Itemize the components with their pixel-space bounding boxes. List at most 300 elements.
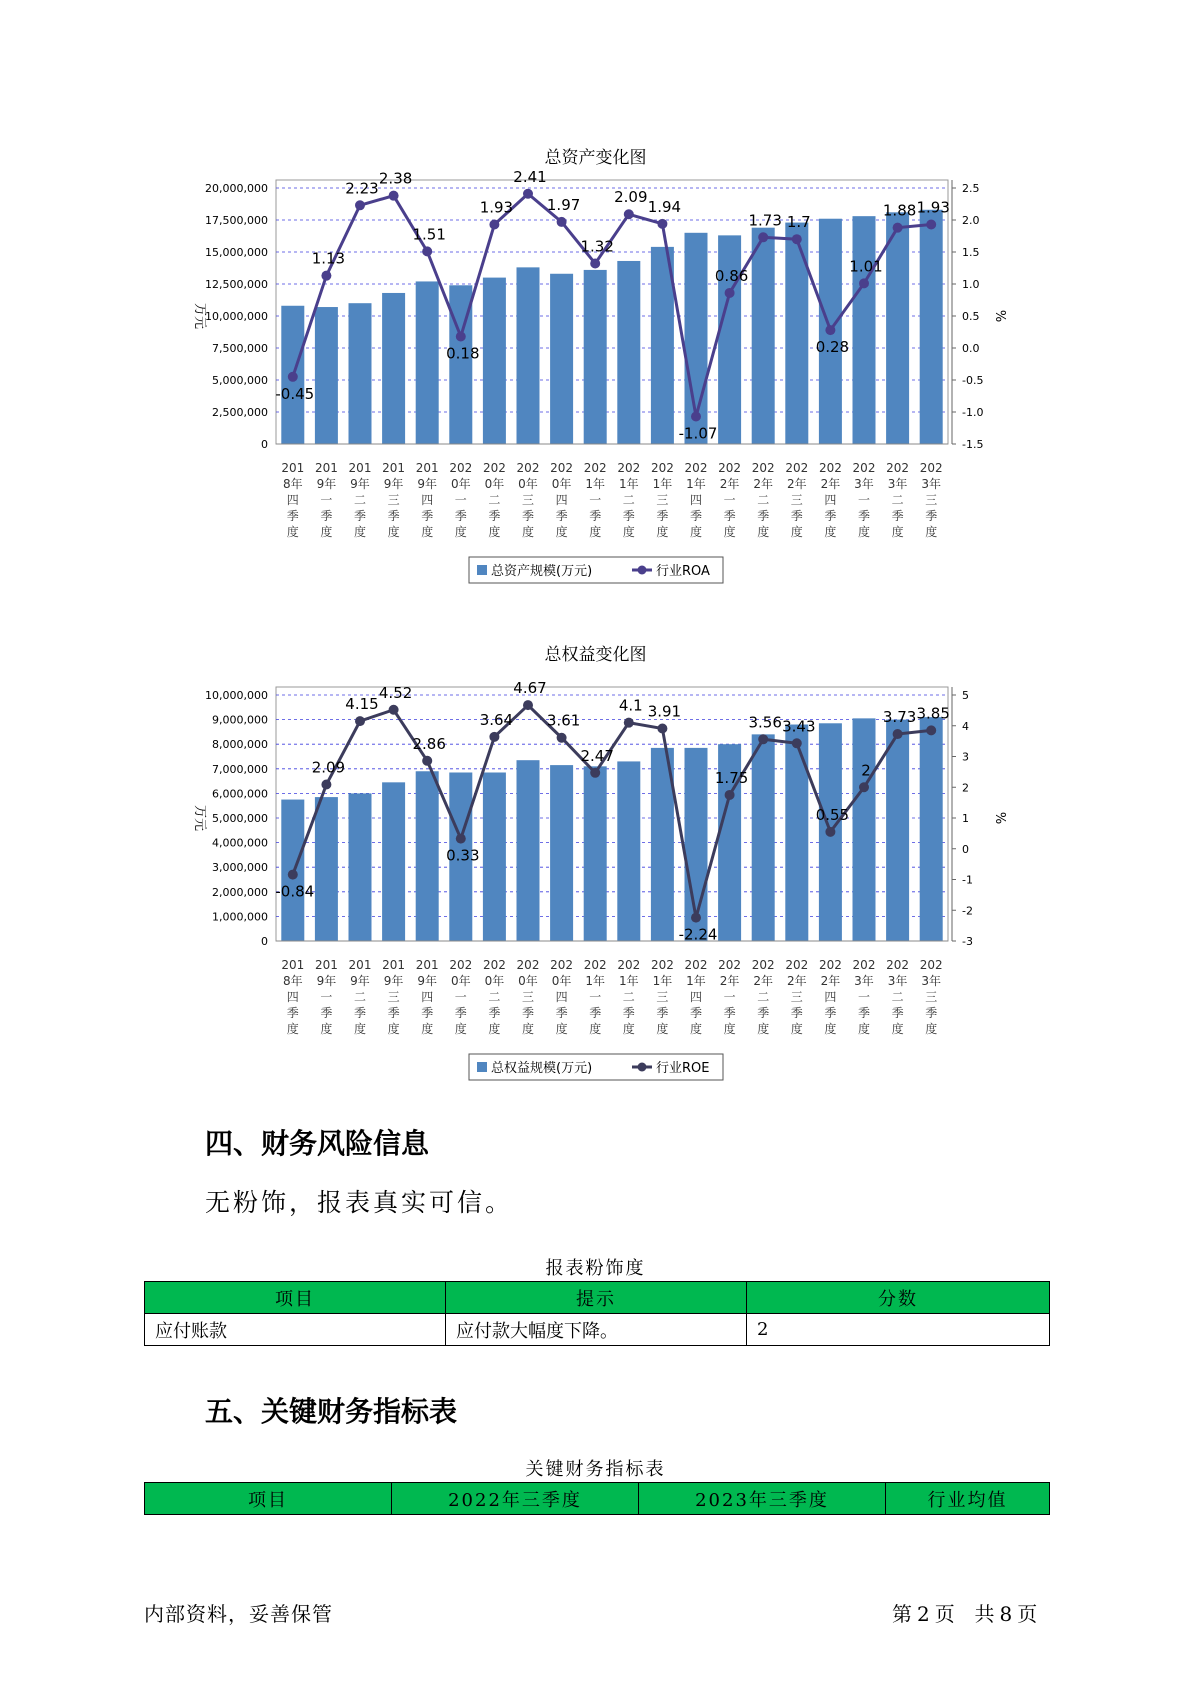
- legend-line-label: 行业ROE: [656, 1061, 710, 1076]
- right-tick-label: 0.0: [962, 342, 980, 355]
- x-tick-label-line: 202: [650, 958, 674, 972]
- x-tick-label-line: 201: [415, 461, 439, 475]
- left-tick-label: 3,000,000: [212, 861, 268, 875]
- data-label: 1.93: [479, 198, 514, 217]
- x-tick-label-line: 度: [622, 525, 635, 539]
- header-item: 项目: [145, 1483, 392, 1515]
- line-point: [859, 782, 869, 792]
- x-tick-label-line: 度: [790, 525, 803, 539]
- x-tick-label-line: 3年: [887, 477, 908, 491]
- x-tick-label-line: 二: [353, 493, 367, 507]
- x-tick-label-line: 二: [891, 990, 904, 1004]
- total-equity-chart: [0, 657, 1191, 1087]
- x-tick-label-line: 202: [919, 461, 943, 475]
- data-label: 2: [861, 761, 871, 780]
- line-point: [523, 189, 533, 199]
- bar: [617, 261, 640, 444]
- x-tick-label-line: 四: [689, 990, 703, 1004]
- line-point: [792, 234, 802, 244]
- data-label: 1.13: [311, 249, 346, 268]
- x-tick-label-line: 四: [421, 990, 434, 1004]
- bar: [483, 278, 506, 444]
- x-tick-label-line: 一: [589, 493, 602, 507]
- x-tick-label-line: 季: [622, 1006, 635, 1020]
- x-tick-label-line: 一: [454, 493, 467, 507]
- x-tick-label-line: 202: [718, 958, 742, 972]
- line-point: [893, 223, 903, 233]
- x-tick-label-line: 202: [583, 461, 607, 475]
- right-tick-label: 4: [962, 719, 969, 733]
- data-label: 1.32: [580, 237, 614, 256]
- x-tick-label-line: 季: [891, 509, 904, 523]
- x-tick-label-line: 季: [353, 509, 367, 523]
- x-tick-label-line: 3年: [887, 974, 908, 988]
- x-tick-label-line: 一: [723, 493, 736, 507]
- data-label: 4.67: [513, 679, 547, 698]
- data-label: 2.38: [378, 169, 413, 188]
- data-label: -1.07: [678, 424, 718, 443]
- x-tick-label-line: 201: [314, 958, 338, 972]
- x-tick-label-line: 三: [521, 990, 535, 1004]
- legend-line-label: 行业ROA: [656, 564, 710, 579]
- x-tick-label-line: 0年: [484, 477, 505, 491]
- x-tick-label-line: 度: [824, 525, 837, 539]
- left-tick-label: 2,000,000: [212, 885, 268, 899]
- line-point: [825, 827, 835, 837]
- bar: [382, 293, 405, 444]
- bar: [752, 734, 775, 941]
- data-label: 0.33: [446, 846, 480, 865]
- x-tick-label: [651, 461, 674, 539]
- data-label: 3.73: [882, 708, 917, 727]
- right-tick-label: 0: [962, 842, 969, 856]
- x-tick-label-line: 1年: [686, 477, 706, 491]
- total-pages: 8: [999, 1602, 1014, 1626]
- x-tick-label: [584, 461, 607, 539]
- bar: [584, 270, 607, 444]
- right-tick-label: -3: [962, 935, 973, 948]
- data-label: 1.7: [786, 213, 811, 232]
- bar: [349, 303, 372, 444]
- cell-score: 2: [747, 1314, 1050, 1346]
- line-point: [489, 219, 499, 229]
- x-tick-label-line: 度: [454, 1022, 467, 1036]
- x-tick-label-line: 季: [387, 509, 400, 523]
- table-row: [145, 1314, 1050, 1346]
- x-tick-label-line: 度: [656, 1022, 669, 1036]
- x-tick-label-line: 季: [589, 509, 602, 523]
- right-tick-label: 0.5: [962, 310, 980, 323]
- data-label: 1.94: [647, 197, 682, 216]
- x-tick-label-line: 二: [891, 493, 904, 507]
- x-tick-label-line: 202: [550, 461, 574, 475]
- x-tick-label-line: 0年: [518, 477, 538, 491]
- left-tick-label: 0: [261, 935, 268, 948]
- left-tick-label: 6,000,000: [212, 787, 268, 801]
- data-label: 3.64: [479, 710, 514, 729]
- x-tick-label-line: 202: [684, 958, 708, 972]
- bar: [382, 782, 405, 941]
- x-tick-label-line: 季: [421, 1006, 434, 1020]
- left-tick-label: 17,500,000: [205, 214, 268, 227]
- x-tick-label-line: 202: [449, 958, 473, 972]
- x-tick-label-line: 0年: [551, 974, 572, 988]
- x-tick-label-line: 度: [488, 525, 501, 539]
- line-point: [657, 219, 667, 229]
- x-tick-label-line: 四: [689, 493, 703, 507]
- x-tick-label-line: 季: [790, 509, 803, 523]
- bar: [517, 267, 540, 444]
- x-tick-label-line: 一: [320, 493, 333, 507]
- x-tick-label-line: 2年: [719, 477, 740, 491]
- x-tick-label-line: 202: [583, 958, 607, 972]
- x-tick-label-line: 季: [857, 1006, 871, 1020]
- cell-item: 应付账款: [145, 1314, 446, 1346]
- x-tick-label-line: 度: [790, 1022, 803, 1036]
- line-point: [926, 219, 936, 229]
- x-tick-label-line: 季: [857, 509, 871, 523]
- left-tick-label: 12,500,000: [205, 278, 268, 291]
- data-label: 0.18: [446, 344, 480, 363]
- x-tick-label-line: 3年: [854, 477, 874, 491]
- x-tick-label-line: 三: [925, 493, 938, 507]
- right-tick-label: 2: [962, 781, 969, 795]
- x-tick-label-line: 201: [348, 461, 372, 475]
- data-label: -0.84: [275, 882, 315, 901]
- x-tick-label-line: 2年: [753, 974, 774, 988]
- x-tick-label-line: 3年: [921, 477, 942, 491]
- x-tick-label-line: 202: [550, 958, 574, 972]
- x-tick-label: [349, 958, 372, 1036]
- cell-hint: 应付款大幅度下降。: [446, 1314, 747, 1346]
- x-tick-label-line: 一: [723, 990, 736, 1004]
- right-tick-label: 3: [962, 750, 969, 764]
- x-tick-label-line: 季: [925, 509, 938, 523]
- data-label: 3.85: [916, 704, 950, 723]
- line-point: [422, 246, 432, 256]
- left-tick-label: 7,500,000: [212, 342, 268, 355]
- bar: [853, 216, 876, 444]
- line-point: [523, 700, 533, 710]
- x-tick-label: [819, 461, 842, 539]
- x-tick-label-line: 季: [286, 1006, 299, 1020]
- x-tick-label-line: 202: [818, 958, 842, 972]
- bar: [315, 307, 338, 444]
- line-point: [288, 870, 298, 880]
- line-point: [825, 325, 835, 335]
- x-tick-label-line: 季: [723, 1006, 736, 1020]
- right-tick-label: 2.5: [962, 182, 980, 195]
- x-tick-label-line: 202: [617, 958, 641, 972]
- x-tick-label-line: 2年: [786, 974, 807, 988]
- legend-line-marker: [638, 1063, 647, 1072]
- x-tick-label: [517, 461, 540, 539]
- right-tick-label: -1: [962, 873, 973, 887]
- data-label: 0.28: [815, 338, 850, 357]
- whitewash-table: [144, 1281, 1050, 1346]
- x-tick-label: [449, 461, 472, 539]
- bar: [752, 228, 775, 444]
- line-point: [422, 756, 432, 766]
- x-tick-label-line: 度: [891, 1022, 904, 1036]
- data-label: 1.73: [748, 211, 782, 230]
- page-label: 第: [892, 1602, 913, 1626]
- x-tick-label-line: 9年: [350, 974, 370, 988]
- left-tick-label: 15,000,000: [205, 246, 268, 259]
- x-tick-label-line: 季: [421, 509, 434, 523]
- x-tick-label-line: 度: [555, 1022, 568, 1036]
- bar: [416, 771, 439, 941]
- x-tick-label-line: 201: [382, 958, 406, 972]
- header-2022q3: 2022年三季度: [392, 1483, 639, 1515]
- x-tick-label-line: 度: [656, 525, 669, 539]
- left-tick-label: 20,000,000: [205, 182, 268, 195]
- data-label: 2.09: [311, 758, 346, 777]
- x-tick-label-line: 0年: [450, 477, 471, 491]
- x-tick-label-line: 三: [656, 990, 669, 1004]
- section4-text: 无粉饰，报表真实可信。: [205, 1188, 514, 1217]
- x-tick-label: [281, 958, 304, 1036]
- x-tick-label: [853, 461, 876, 539]
- x-tick-label-line: 度: [622, 1022, 635, 1036]
- x-tick-label-line: 0年: [518, 974, 538, 988]
- x-tick-label-line: 季: [757, 509, 770, 523]
- data-label: 4.52: [378, 683, 413, 702]
- x-tick-label-line: 季: [723, 509, 736, 523]
- x-tick-label: [315, 461, 338, 539]
- x-tick-label-line: 度: [689, 525, 703, 539]
- x-tick-label-line: 季: [757, 1006, 770, 1020]
- x-tick-label: [920, 461, 943, 539]
- data-label: 4.1: [618, 696, 643, 715]
- legend-line-marker: [638, 566, 647, 575]
- x-tick-label-line: 四: [555, 493, 568, 507]
- line-point: [859, 278, 869, 288]
- x-tick-label-line: 1年: [618, 974, 639, 988]
- x-tick-label-line: 季: [891, 1006, 904, 1020]
- x-tick-label-line: 季: [656, 509, 669, 523]
- x-tick-label-line: 度: [286, 525, 299, 539]
- x-tick-label-line: 三: [656, 493, 669, 507]
- bar: [785, 223, 808, 444]
- x-tick-label-line: 一: [589, 990, 602, 1004]
- x-tick-label-line: 1年: [652, 974, 673, 988]
- x-tick-label-line: 季: [689, 509, 703, 523]
- x-tick-label-line: 202: [617, 461, 641, 475]
- x-tick-label-line: 201: [314, 461, 338, 475]
- data-label: 1.75: [714, 768, 749, 787]
- x-tick-label-line: 季: [521, 509, 535, 523]
- left-tick-label: 8,000,000: [212, 738, 268, 752]
- x-tick-label-line: 2年: [719, 974, 740, 988]
- x-tick-label-line: 202: [449, 461, 473, 475]
- x-tick-label-line: 3年: [854, 974, 874, 988]
- x-tick-label-line: 二: [622, 990, 635, 1004]
- x-tick-label-line: 季: [790, 1006, 803, 1020]
- x-tick-label-line: 季: [925, 1006, 938, 1020]
- right-tick-label: -1.5: [962, 438, 984, 451]
- bar: [886, 720, 909, 941]
- x-tick-label-line: 季: [555, 509, 568, 523]
- x-tick-label: [315, 958, 338, 1036]
- x-tick-label: [449, 958, 472, 1036]
- data-label: 2.86: [412, 734, 446, 753]
- x-tick-label-line: 1年: [618, 477, 639, 491]
- data-label: 1.88: [882, 201, 917, 220]
- line-point: [557, 217, 567, 227]
- x-tick-label-line: 季: [286, 509, 299, 523]
- x-tick-label: [382, 461, 405, 539]
- x-tick-label-line: 9年: [316, 477, 337, 491]
- data-label: 1.51: [412, 225, 446, 244]
- x-tick-label: [416, 461, 439, 539]
- x-tick-label-line: 季: [320, 1006, 333, 1020]
- table-caption-key-indicators: 关键财务指标表: [525, 1459, 666, 1480]
- x-tick-label: [752, 461, 775, 539]
- x-tick-label-line: 度: [857, 525, 871, 539]
- x-tick-label-line: 202: [482, 461, 506, 475]
- x-tick-label: [382, 958, 405, 1036]
- left-tick-label: 1,000,000: [212, 910, 268, 924]
- x-tick-label-line: 季: [454, 1006, 467, 1020]
- x-tick-label-line: 季: [555, 1006, 568, 1020]
- section4-heading: 四、财务风险信息: [205, 1127, 430, 1160]
- line-point: [456, 331, 466, 341]
- x-tick-label-line: 三: [387, 493, 400, 507]
- x-tick-label-line: 202: [516, 958, 540, 972]
- x-tick-label-line: 9年: [383, 477, 404, 491]
- x-tick-label-line: 二: [757, 493, 770, 507]
- line-point: [389, 705, 399, 715]
- x-tick-label-line: 度: [925, 1022, 938, 1036]
- line-point: [590, 259, 600, 269]
- bar: [550, 274, 573, 444]
- x-tick-label-line: 度: [488, 1022, 501, 1036]
- left-tick-label: 0: [261, 438, 268, 451]
- x-tick-label-line: 8年: [282, 477, 303, 491]
- header-hint: 提示: [446, 1282, 747, 1314]
- x-tick-label-line: 二: [488, 990, 501, 1004]
- bar: [920, 717, 943, 941]
- x-tick-label-line: 201: [348, 958, 372, 972]
- x-tick-label-line: 202: [650, 461, 674, 475]
- x-tick-label-line: 202: [785, 958, 809, 972]
- x-tick-label-line: 季: [656, 1006, 669, 1020]
- x-tick-label-line: 度: [723, 1022, 736, 1036]
- x-tick-label: [416, 958, 439, 1036]
- data-label: 3.61: [546, 711, 581, 730]
- x-tick-label-line: 1年: [686, 974, 706, 988]
- x-tick-label-line: 201: [281, 958, 305, 972]
- x-tick-label: [550, 461, 573, 539]
- x-tick-label-line: 度: [353, 1022, 367, 1036]
- line-point: [590, 768, 600, 778]
- x-tick-label: [886, 461, 909, 539]
- x-tick-label-line: 度: [723, 525, 736, 539]
- x-tick-label-line: 度: [353, 525, 367, 539]
- bar: [315, 797, 338, 941]
- x-tick-label-line: 季: [320, 509, 333, 523]
- line-point: [624, 209, 634, 219]
- x-tick-label-line: 201: [281, 461, 305, 475]
- x-tick-label-line: 季: [353, 1006, 367, 1020]
- x-tick-label-line: 度: [320, 1022, 333, 1036]
- line-point: [624, 718, 634, 728]
- right-tick-label: -0.5: [962, 374, 984, 387]
- x-tick-label-line: 一: [857, 493, 871, 507]
- x-tick-label-line: 三: [387, 990, 400, 1004]
- x-tick-label-line: 三: [790, 493, 803, 507]
- x-tick-label-line: 2年: [753, 477, 774, 491]
- x-tick-label: [853, 958, 876, 1036]
- chart-title-total-assets: 总资产变化图: [544, 148, 647, 168]
- line-point: [355, 200, 365, 210]
- bar: [785, 725, 808, 941]
- x-tick-label-line: 201: [382, 461, 406, 475]
- right-tick-label: -2: [962, 904, 973, 918]
- x-tick-label-line: 季: [622, 509, 635, 523]
- x-tick-label-line: 2年: [820, 477, 841, 491]
- right-tick-label: 1.0: [962, 278, 980, 291]
- right-tick-label: 1.5: [962, 246, 980, 259]
- data-label: 3.56: [748, 713, 782, 732]
- x-tick-label-line: 201: [415, 958, 439, 972]
- x-tick-label-line: 202: [919, 958, 943, 972]
- x-tick-label-line: 三: [790, 990, 803, 1004]
- right-tick-label: 5: [962, 689, 969, 702]
- x-tick-label-line: 四: [555, 990, 568, 1004]
- footer-page-info: [890, 1598, 1040, 1627]
- x-tick-label: [752, 958, 775, 1036]
- x-tick-label-line: 二: [757, 990, 770, 1004]
- left-tick-label: 5,000,000: [212, 812, 268, 825]
- total-label-suffix: 页: [1017, 1602, 1039, 1626]
- left-axis-label: 万元: [192, 804, 207, 832]
- x-tick-label: [617, 461, 640, 539]
- right-tick-label: 2.0: [962, 214, 980, 227]
- data-label: 1.93: [916, 198, 950, 217]
- x-tick-label-line: 季: [488, 509, 501, 523]
- x-tick-label-line: 度: [589, 525, 602, 539]
- x-tick-label: [718, 958, 741, 1036]
- x-tick-label-line: 2年: [820, 974, 841, 988]
- x-tick-label-line: 季: [488, 1006, 501, 1020]
- x-tick-label-line: 度: [454, 525, 467, 539]
- x-tick-label-line: 202: [886, 461, 910, 475]
- left-axis-label: 万元: [192, 302, 207, 330]
- line-point: [926, 725, 936, 735]
- footer-confidential: 内部资料，妥善保管: [144, 1602, 333, 1626]
- chart-title-total-equity: 总权益变化图: [544, 645, 647, 665]
- x-tick-label: [584, 958, 607, 1036]
- x-tick-label-line: 一: [857, 990, 871, 1004]
- page-label-suffix: 页: [934, 1602, 956, 1626]
- data-label: -2.24: [678, 925, 718, 944]
- x-tick-label-line: 0年: [484, 974, 505, 988]
- x-tick-label-line: 9年: [383, 974, 404, 988]
- header-2023q3: 2023年三季度: [639, 1483, 886, 1515]
- x-tick-label-line: 度: [925, 525, 938, 539]
- legend-bar-label: 总资产规模(万元): [491, 564, 593, 579]
- line-point: [557, 733, 567, 743]
- left-tick-label: 10,000,000: [205, 310, 268, 323]
- x-tick-label: [685, 958, 708, 1036]
- x-tick-label: [819, 958, 842, 1036]
- x-tick-label-line: 0年: [450, 974, 471, 988]
- x-tick-label-line: 度: [521, 1022, 535, 1036]
- data-label: 3.43: [782, 717, 816, 736]
- left-tick-label: 4,000,000: [212, 836, 268, 850]
